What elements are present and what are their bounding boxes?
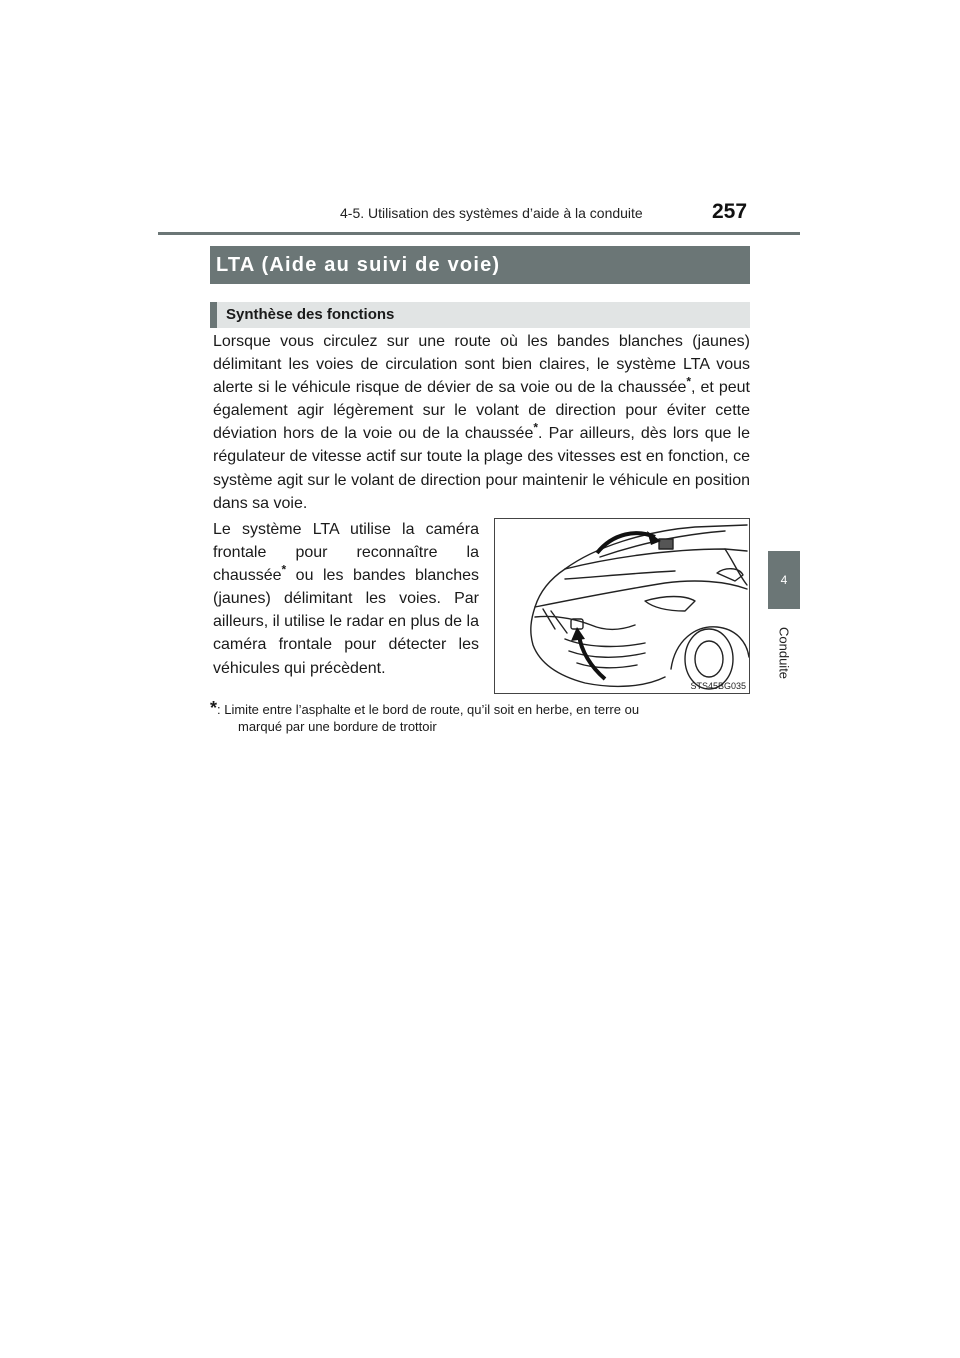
section-title: LTA (Aide au suivi de voie) [210,246,750,284]
footnote-text-continued: marqué par une bordure de trottoir [238,719,437,734]
footnote [210,700,750,735]
vehicle-illustration [494,518,750,694]
camera-paragraph [213,518,479,680]
intro-paragraph [213,330,750,515]
footnote-asterisk: * [210,698,218,718]
car-front-drawing [495,519,749,693]
header-divider [158,232,800,235]
footnote-marker: * [686,374,692,389]
paragraph-text: Lorsque vous circulez sur une route où les bandes blanches (jaunes) délimitant les voies de circulation sont bien claires, le système LTA vous alerte si le véhicule risque de dévier de sa voie ou de la chaussée [213,333,750,397]
footnote-text: : Limite entre l’asphalte et le bord de route, qu’il soit en herbe, en terre ou [217,702,640,717]
page-number: 257 [712,200,748,223]
paragraph-text: , et peut également agir légèrement sur le volant de direction pour éviter cette déviation hors de la voie ou de la chaussée [213,379,750,443]
footnote-marker: * [281,562,287,577]
chapter-label: Conduite [776,626,792,680]
subsection-title: Synthèse des fonctions [210,302,750,328]
figure-code: STS45BG035 [690,681,746,691]
chapter-tab: 4 [768,551,800,609]
paragraph-text: ou les bandes blanches (jaunes) délimitant les voies. Par ailleurs, il utilise le radar en plus de la caméra frontale pour détecter les véhicules qui précèdent. [213,567,479,677]
paragraph-text: . Par ailleurs, dès lors que le régulateur de vitesse actif sur toute la plage des vitesses est en fonction, ce système agit sur le volant de direction pour maintenir le véhicule en position dans sa voie. [213,425,751,512]
header-section-title: 4-5. Utilisation des systèmes d’aide à la conduite [340,205,643,221]
paragraph-text: Le système LTA utilise la caméra frontale pour reconnaître la chaussée [213,521,479,585]
footnote-marker: * [533,421,539,436]
